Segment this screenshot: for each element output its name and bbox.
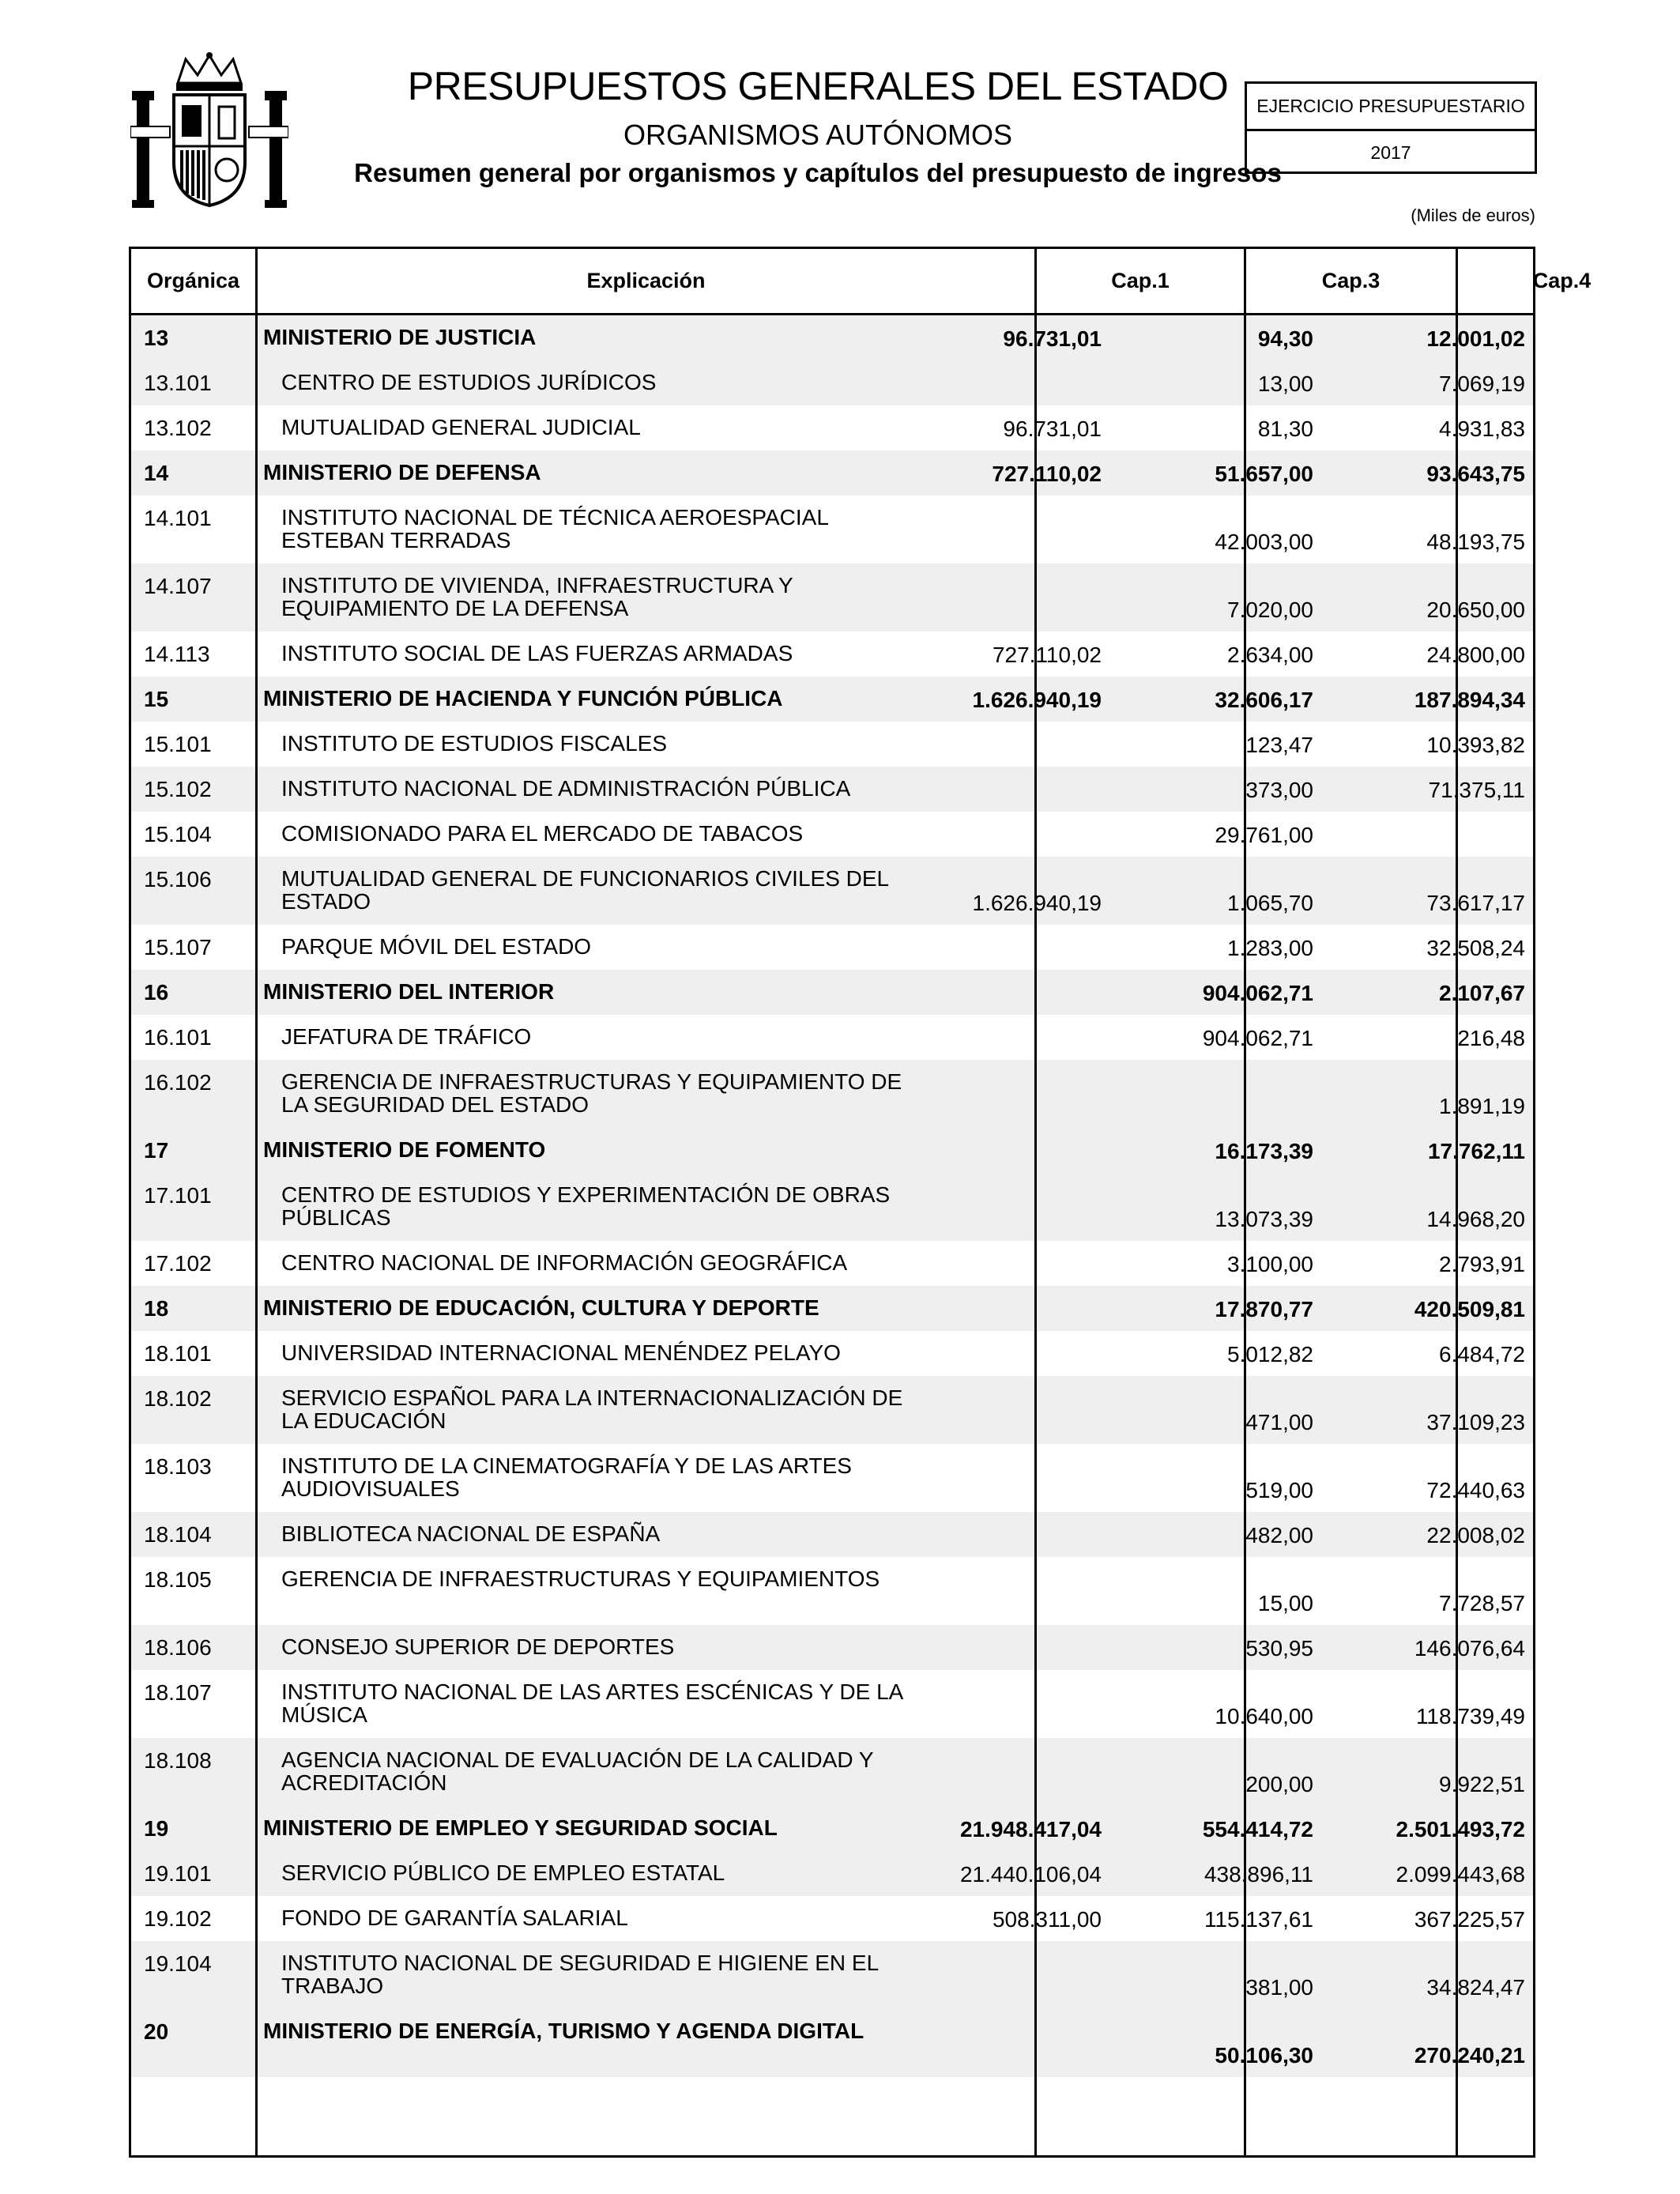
cap4-cell: 73.617,17 <box>1426 891 1525 915</box>
explicacion-cell: CENTRO DE ESTUDIOS JURÍDICOS <box>281 370 657 394</box>
cap1-cell: 508.311,00 <box>992 1907 1102 1932</box>
explicacion-cell: INSTITUTO DE LA CINEMATOGRAFÍA Y DE LAS ARTES AUDIOVISUALES <box>281 1453 852 1501</box>
cap4-cell: 6.484,72 <box>1439 1342 1525 1367</box>
table-row <box>131 1738 1533 1806</box>
table-row <box>131 631 1533 677</box>
cap1-cell: 96.731,01 <box>1003 326 1102 351</box>
cap3-cell: 29.761,00 <box>1215 823 1313 847</box>
explicacion-cell: UNIVERSIDAD INTERNACIONAL MENÉNDEZ PELAYO <box>281 1340 841 1365</box>
organica-cell: 14 <box>144 461 169 485</box>
cap3-cell: 1.065,70 <box>1227 891 1313 915</box>
cap4-cell: 9.922,51 <box>1439 1772 1525 1796</box>
cap3-cell: 471,00 <box>1245 1410 1313 1434</box>
organica-cell: 20 <box>144 2019 169 2044</box>
table-row <box>131 1941 1533 2009</box>
cap4-cell: 216,48 <box>1457 1026 1525 1050</box>
cap4-cell: 10.393,82 <box>1426 733 1525 757</box>
organica-cell: 15.106 <box>144 867 212 892</box>
cap3-cell: 13,00 <box>1257 371 1313 396</box>
header-cap4: Cap.4 <box>1532 269 1591 292</box>
organica-cell: 15.101 <box>144 732 212 756</box>
organica-cell: 18.108 <box>144 1748 212 1773</box>
explicacion-cell: INSTITUTO NACIONAL DE TÉCNICA AEROESPACIAL ESTEBAN TERRADAS <box>281 505 828 552</box>
cap4-cell: 2.793,91 <box>1439 1252 1525 1276</box>
organica-cell: 19 <box>144 1816 169 1841</box>
cap4-cell: 17.762,11 <box>1427 1139 1525 1163</box>
cap4-cell: 7.069,19 <box>1439 371 1525 396</box>
explicacion-cell: BIBLIOTECA NACIONAL DE ESPAÑA <box>281 1521 661 1546</box>
ejercicio-box <box>1245 81 1537 174</box>
organica-cell: 17 <box>144 1138 169 1163</box>
cap1-cell: 727.110,02 <box>992 462 1102 486</box>
cap4-cell: 2.099.443,68 <box>1396 1862 1525 1887</box>
col-divider-4 <box>1456 249 1458 2155</box>
organica-cell: 19.104 <box>144 1951 212 1976</box>
ejercicio-label: EJERCICIO PRESUPUESTARIO <box>1247 84 1535 131</box>
ejercicio-year: 2017 <box>1370 142 1411 163</box>
cap4-cell: 24.800,00 <box>1426 643 1525 667</box>
cap4-cell: 37.109,23 <box>1426 1410 1525 1434</box>
table-row <box>131 1128 1533 1173</box>
cap4-cell: 146.076,64 <box>1414 1636 1525 1661</box>
organica-cell: 19.101 <box>144 1861 212 1886</box>
table-row <box>131 360 1533 405</box>
table-row <box>131 970 1533 1015</box>
explicacion-cell: MUTUALIDAD GENERAL JUDICIAL <box>281 415 641 439</box>
cap3-cell: 16.173,39 <box>1215 1139 1313 1163</box>
cap4-cell: 367.225,57 <box>1414 1907 1525 1932</box>
cap4-cell: 20.650,00 <box>1426 598 1525 622</box>
cap3-cell: 381,00 <box>1245 1975 1313 2000</box>
explicacion-cell: FONDO DE GARANTÍA SALARIAL <box>281 1906 628 1930</box>
cap1-cell: 1.626.940,19 <box>972 688 1102 712</box>
explicacion-cell: MUTUALIDAD GENERAL DE FUNCIONARIOS CIVILES DEL ESTADO <box>281 866 889 914</box>
cap3-cell: 42.003,00 <box>1215 530 1313 554</box>
table-row <box>131 1512 1533 1557</box>
explicacion-cell: INSTITUTO NACIONAL DE SEGURIDAD E HIGIENE EN EL TRABAJO <box>281 1951 879 1998</box>
explicacion-cell: MINISTERIO DEL INTERIOR <box>263 979 555 1004</box>
explicacion-cell: INSTITUTO NACIONAL DE ADMINISTRACIÓN PÚBLICA <box>281 776 851 801</box>
explicacion-cell: INSTITUTO DE VIVIENDA, INFRAESTRUCTURA Y EQUIPAMIENTO DE LA DEFENSA <box>281 573 793 620</box>
organica-cell: 13 <box>144 326 169 350</box>
table-row <box>131 925 1533 970</box>
table-row <box>131 1557 1533 1625</box>
cap4-cell: 1.891,19 <box>1439 1094 1525 1118</box>
organica-cell: 14.107 <box>144 574 212 598</box>
table-row <box>131 812 1533 857</box>
table-row <box>131 1286 1533 1331</box>
cap3-cell: 17.870,77 <box>1215 1297 1313 1321</box>
organica-cell: 17.101 <box>144 1183 212 1208</box>
table-row <box>131 1670 1533 1738</box>
organica-cell: 18.106 <box>144 1635 212 1660</box>
organica-cell: 14.113 <box>144 642 210 666</box>
organica-cell: 13.102 <box>144 416 212 440</box>
cap3-cell: 3.100,00 <box>1227 1252 1313 1276</box>
cap1-cell: 1.626.940,19 <box>972 891 1102 915</box>
explicacion-cell: SERVICIO ESPAÑOL PARA LA INTERNACIONALIZACIÓN DE LA EDUCACIÓN <box>281 1385 903 1433</box>
page-title: PRESUPUESTOS GENERALES DEL ESTADO <box>407 64 1229 108</box>
cap4-cell: 7.728,57 <box>1439 1591 1525 1615</box>
header-organica: Orgánica <box>146 269 240 292</box>
explicacion-cell: GERENCIA DE INFRAESTRUCTURAS Y EQUIPAMIENTOS <box>281 1566 880 1591</box>
table-row <box>131 315 1533 360</box>
cap3-cell: 94,30 <box>1257 326 1313 351</box>
organica-cell: 19.102 <box>144 1906 212 1931</box>
organica-cell: 16.102 <box>144 1070 212 1095</box>
cap3-cell: 2.634,00 <box>1227 643 1313 667</box>
cap3-cell: 438.896,11 <box>1203 1862 1313 1887</box>
cap3-cell: 115.137,61 <box>1203 1907 1313 1932</box>
explicacion-cell: MINISTERIO DE EDUCACIÓN, CULTURA Y DEPORTE <box>263 1295 819 1320</box>
explicacion-cell: GERENCIA DE INFRAESTRUCTURAS Y EQUIPAMIENTO DE LA SEGURIDAD DEL ESTADO <box>281 1069 902 1117</box>
organica-cell: 18.104 <box>144 1522 212 1547</box>
cap3-cell: 482,00 <box>1245 1523 1313 1547</box>
explicacion-cell: MINISTERIO DE JUSTICIA <box>263 325 537 349</box>
organica-cell: 16 <box>144 980 169 1005</box>
cap3-cell: 15,00 <box>1257 1591 1313 1615</box>
cap4-cell: 2.107,67 <box>1439 981 1525 1005</box>
explicacion-cell: SERVICIO PÚBLICO DE EMPLEO ESTATAL <box>281 1860 725 1885</box>
cap3-cell: 373,00 <box>1245 778 1313 802</box>
cap4-cell: 48.193,75 <box>1426 530 1525 554</box>
col-divider-3 <box>1244 249 1246 2155</box>
page-subtitle: ORGANISMOS AUTÓNOMOS <box>623 119 1013 151</box>
table-row <box>131 1173 1533 1241</box>
organica-cell: 18.107 <box>144 1680 212 1705</box>
table-row <box>131 450 1533 496</box>
cap1-cell: 727.110,02 <box>992 643 1102 667</box>
table-row <box>131 1851 1533 1896</box>
organica-cell: 18.105 <box>144 1567 212 1592</box>
explicacion-cell: CONSEJO SUPERIOR DE DEPORTES <box>281 1634 675 1659</box>
organica-cell: 14.101 <box>144 506 212 530</box>
explicacion-cell: MINISTERIO DE DEFENSA <box>263 460 541 484</box>
cap1-cell: 21.948.417,04 <box>959 1817 1102 1842</box>
table-row <box>131 496 1533 564</box>
table-row <box>131 677 1533 722</box>
organica-cell: 18.102 <box>144 1386 212 1411</box>
page-description: Resumen general por organismos y capítulos del presupuesto de ingresos <box>354 158 1282 187</box>
table-row <box>131 1060 1533 1128</box>
explicacion-cell: CENTRO NACIONAL DE INFORMACIÓN GEOGRÁFICA <box>281 1250 848 1275</box>
header-explicacion: Explicación <box>586 269 706 292</box>
cap3-cell: 7.020,00 <box>1227 598 1313 622</box>
cap3-cell: 81,30 <box>1257 417 1313 441</box>
cap4-cell: 71.375,11 <box>1428 778 1525 802</box>
header-cap1: Cap.1 <box>1111 269 1170 292</box>
cap3-cell: 123,47 <box>1245 733 1313 757</box>
organica-cell: 15 <box>144 687 169 711</box>
cap4-cell: 118.739,49 <box>1415 1704 1525 1728</box>
table-row <box>131 1376 1533 1444</box>
cap1-cell: 21.440.106,04 <box>959 1862 1102 1887</box>
explicacion-cell: AGENCIA NACIONAL DE EVALUACIÓN DE LA CALIDAD Y ACREDITACIÓN <box>281 1747 873 1795</box>
table-row <box>131 1444 1533 1512</box>
table-row <box>131 564 1533 631</box>
cap4-cell: 72.440,63 <box>1426 1478 1525 1502</box>
table-row <box>131 2009 1533 2077</box>
organica-cell: 13.101 <box>144 371 212 395</box>
organica-cell: 17.102 <box>144 1251 212 1276</box>
table-row <box>131 1806 1533 1851</box>
cap3-cell: 1.283,00 <box>1227 936 1313 960</box>
units-note: (Miles de euros) <box>1411 205 1535 225</box>
cap4-cell: 420.509,81 <box>1414 1297 1525 1321</box>
cap3-cell: 200,00 <box>1245 1772 1313 1796</box>
table-row <box>131 1015 1533 1060</box>
explicacion-cell: MINISTERIO DE EMPLEO Y SEGURIDAD SOCIAL <box>263 1815 778 1840</box>
organica-cell: 18 <box>144 1296 169 1321</box>
explicacion-cell: CENTRO DE ESTUDIOS Y EXPERIMENTACIÓN DE OBRAS PÚBLICAS <box>281 1182 891 1230</box>
col-divider-2 <box>1034 249 1037 2155</box>
organica-cell: 15.107 <box>144 935 212 959</box>
explicacion-cell: INSTITUTO DE ESTUDIOS FISCALES <box>281 731 668 756</box>
table-row <box>131 1241 1533 1286</box>
explicacion-cell: MINISTERIO DE FOMENTO <box>263 1137 546 1162</box>
cap4-cell: 4.931,83 <box>1439 417 1525 441</box>
cap1-cell: 96.731,01 <box>1003 417 1102 441</box>
cap4-cell: 2.501.493,72 <box>1396 1817 1525 1842</box>
organica-cell: 16.101 <box>144 1025 212 1050</box>
explicacion-cell: INSTITUTO NACIONAL DE LAS ARTES ESCÉNICAS Y DE LA MÚSICA <box>281 1679 902 1727</box>
header-divider <box>131 313 1533 315</box>
cap3-cell: 32.606,17 <box>1215 688 1313 712</box>
cap3-cell: 51.657,00 <box>1215 462 1313 486</box>
cap3-cell: 904.062,71 <box>1202 981 1313 1005</box>
cap4-cell: 270.240,21 <box>1414 2043 1525 2068</box>
organica-cell: 15.102 <box>144 777 212 801</box>
cap3-cell: 554.414,72 <box>1202 1817 1313 1842</box>
explicacion-cell: MINISTERIO DE HACIENDA Y FUNCIÓN PÚBLICA <box>263 686 783 711</box>
cap3-cell: 530,95 <box>1245 1636 1313 1661</box>
explicacion-cell: PARQUE MÓVIL DEL ESTADO <box>281 934 592 959</box>
table-row <box>131 405 1533 450</box>
coat-of-arms-icon <box>130 51 288 213</box>
cap3-cell: 10.640,00 <box>1215 1704 1313 1728</box>
table-row <box>131 722 1533 767</box>
col-divider-1 <box>255 249 258 2155</box>
cap3-cell: 5.012,82 <box>1227 1342 1313 1367</box>
organica-cell: 15.104 <box>144 822 212 846</box>
explicacion-cell: COMISIONADO PARA EL MERCADO DE TABACOS <box>281 821 804 846</box>
explicacion-cell: MINISTERIO DE ENERGÍA, TURISMO Y AGENDA DIGITAL <box>263 2019 864 2043</box>
explicacion-cell: JEFATURA DE TRÁFICO <box>281 1024 532 1049</box>
organica-cell: 18.101 <box>144 1341 212 1366</box>
cap3-cell: 904.062,71 <box>1202 1026 1313 1050</box>
cap4-cell: 14.968,20 <box>1426 1207 1525 1231</box>
cap4-cell: 32.508,24 <box>1426 936 1525 960</box>
table-row <box>131 857 1533 925</box>
cap3-cell: 50.106,30 <box>1215 2043 1313 2068</box>
cap3-cell: 13.073,39 <box>1215 1207 1313 1231</box>
table-row <box>131 1331 1533 1376</box>
cap4-cell: 34.824,47 <box>1426 1975 1525 2000</box>
cap3-cell: 519,00 <box>1245 1478 1313 1502</box>
cap4-cell: 187.894,34 <box>1414 688 1525 712</box>
header-cap3: Cap.3 <box>1321 269 1381 292</box>
explicacion-cell: INSTITUTO SOCIAL DE LAS FUERZAS ARMADAS <box>281 641 793 665</box>
table-row <box>131 1896 1533 1941</box>
table-row <box>131 767 1533 812</box>
table-row <box>131 1625 1533 1670</box>
cap4-cell: 22.008,02 <box>1426 1523 1525 1547</box>
cap4-cell: 12.001,02 <box>1426 326 1525 351</box>
cap4-cell: 93.643,75 <box>1426 462 1525 486</box>
budget-table <box>129 247 1591 2158</box>
organica-cell: 18.103 <box>144 1454 212 1479</box>
